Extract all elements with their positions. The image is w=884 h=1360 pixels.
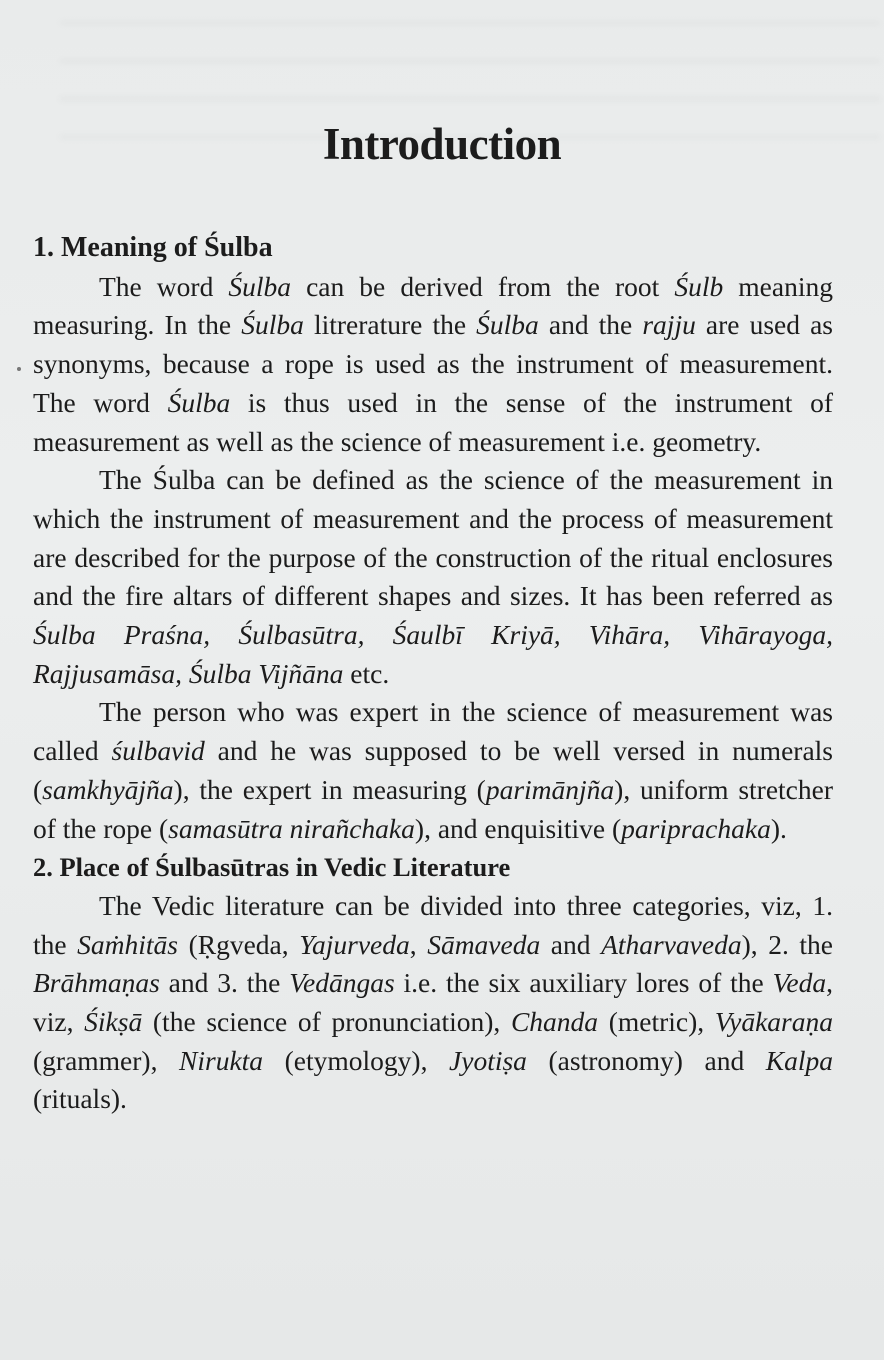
italic-term: samasūtra nirañchaka bbox=[168, 812, 415, 844]
paragraph: The word Śulba can be derived from the root Śulb meaning measuring. In the Śulba litrerature the Śulba and the rajju are used as synonyms, because a rope is used as the instrument of measurement. The word Śulba is thus used in the sense of the instrument of measurement as well as the science of measurement i.e. geometry. bbox=[33, 270, 834, 457]
italic-term: Śulba bbox=[167, 386, 231, 418]
italic-term: Vedāngas bbox=[289, 967, 395, 999]
italic-term: Jyotiṣa bbox=[449, 1044, 527, 1076]
italic-term: rajju bbox=[642, 309, 696, 341]
italic-term: Sāmaveda bbox=[427, 928, 541, 960]
italic-term: Śulba bbox=[228, 270, 292, 302]
italic-term: pariprachaka bbox=[621, 812, 771, 844]
italic-term: Kalpa bbox=[765, 1044, 834, 1076]
italic-term: Atharvaveda bbox=[601, 928, 742, 960]
italic-term: Yajurveda bbox=[299, 928, 410, 960]
body-text bbox=[33, 229, 833, 1119]
section-heading-1: 1. Meaning of Śulba bbox=[33, 232, 273, 263]
italic-term: Saṁhitās bbox=[77, 928, 179, 960]
italic-term: parimānjña bbox=[485, 773, 615, 805]
italic-term: Brāhmaṇas bbox=[33, 967, 160, 999]
italic-term: Veda bbox=[772, 967, 827, 999]
paragraph: The Vedic literature can be divided into three categories, viz, 1. the Saṁhitās (Ṛgveda, Yajurveda, Sāmaveda and Atharvaveda), 2. the Brāhmaṇas and 3. the Vedāngas i.e. the six auxiliary lores of the Veda, viz, Śikṣā (the science of pronunciation), Chanda (metric), Vyākaraṇa (grammer), Nirukta (etymology), Jyotiṣa (astronomy) and Kalpa (rituals). bbox=[33, 889, 834, 1115]
italic-term: samkhyājña bbox=[42, 773, 174, 805]
italic-term: śulbavid bbox=[111, 735, 205, 767]
italic-term: Nirukta bbox=[179, 1044, 264, 1076]
italic-term: Śulb bbox=[674, 270, 724, 302]
italic-term: Śikṣā bbox=[84, 1006, 143, 1038]
italic-term: Vyākaraṇa bbox=[714, 1006, 833, 1038]
paragraph: The Śulba can be defined as the science of the measurement in which the instrument of measurement and the process of measurement are described for the purpose of the construction of the ritual enclosures and the fire altars of different shapes and sizes. It has been referred as Śulba Praśna, Śulbasūtra, Śaulbī Kriyā, Vihāra, Vihārayoga, Rajjusamāsa, Śulba Vijñāna etc. bbox=[33, 464, 833, 689]
italic-term: Chanda bbox=[510, 1006, 599, 1038]
italic-term: Śulba bbox=[241, 309, 304, 341]
paragraph: The person who was expert in the science of measurement was called śulbavid and he was supposed to be well versed in numerals (samkhyājña), the expert in measuring (parimānjña), uniform stretcher of the rope (samasūtra nirañchaka), and enquisitive (pariprachaka). bbox=[33, 696, 833, 844]
italic-term: Śulba Praśna, Śulbasūtra, Śaulbī Kriyā, Vihāra, Vihārayoga, Rajjusamāsa, Śulba Vijñāna bbox=[33, 619, 833, 689]
italic-term: Śulba bbox=[476, 309, 539, 341]
page-title: Introduction bbox=[322, 119, 562, 169]
speck bbox=[17, 367, 21, 371]
section-heading-2: 2. Place of Śulbasūtras in Vedic Literature bbox=[33, 852, 511, 883]
